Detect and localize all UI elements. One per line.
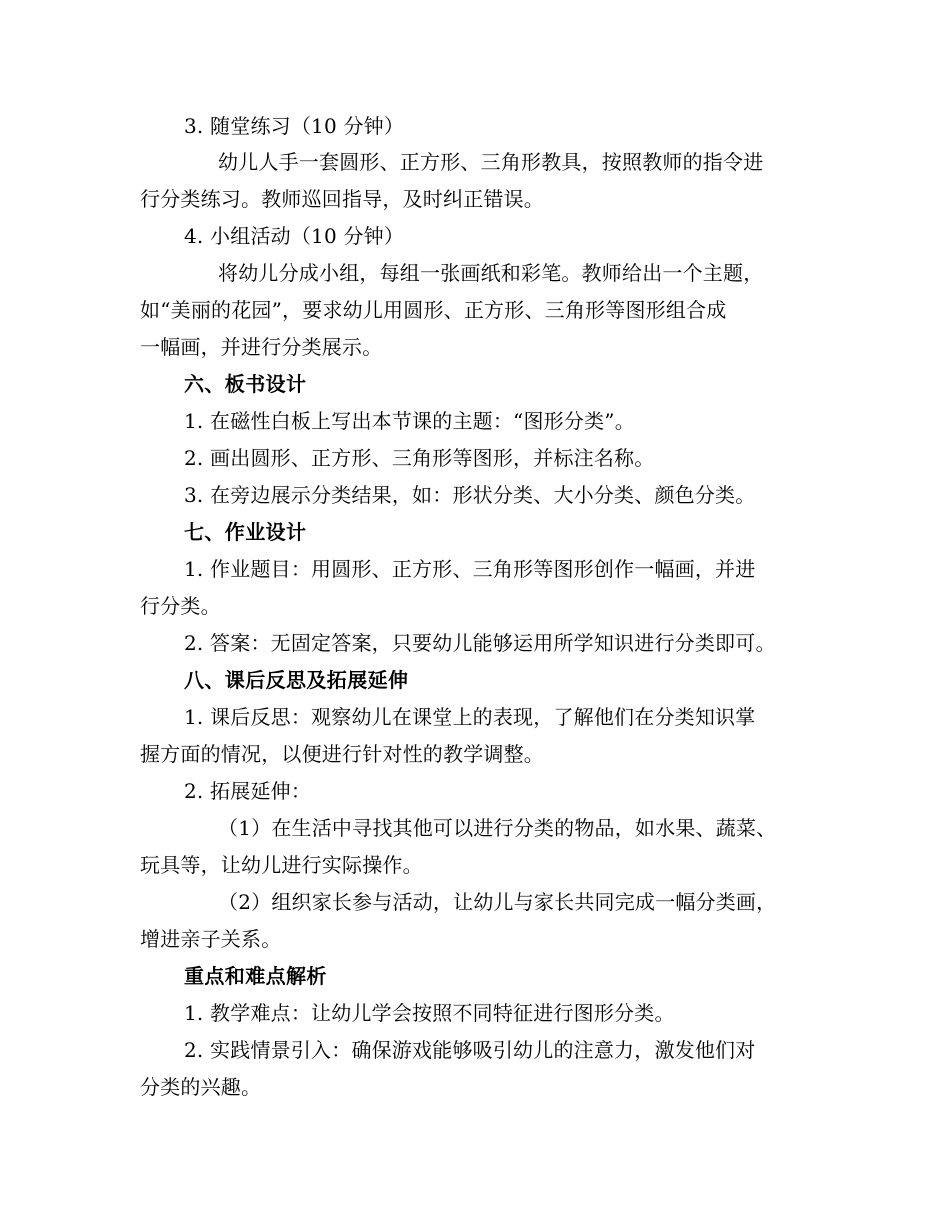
board-design-item-3: 3. 在旁边展示分类结果，如：形状分类、大小分类、颜色分类。 xyxy=(184,483,756,507)
section-3-title: 3. 随堂练习（10 分钟） xyxy=(184,114,405,138)
section-4-title: 4. 小组活动（10 分钟） xyxy=(184,224,405,248)
extension-sub-item-1-line-1: （1）在生活中寻找其他可以进行分类的物品，如水果、蔬菜、 xyxy=(218,816,777,840)
section-4-paragraph-line-2: 如“美丽的花园”，要求幼儿用圆形、正方形、三角形等图形组合成 xyxy=(140,298,727,322)
homework-item-2: 2. 答案：无固定答案，只要幼儿能够运用所学知识进行分类即可。 xyxy=(184,631,776,655)
section-4-paragraph-line-3: 一幅画，并进行分类展示。 xyxy=(140,335,383,359)
reflection-item-1-line-2: 握方面的情况，以便进行针对性的教学调整。 xyxy=(140,742,544,766)
section-3-paragraph-line-1: 幼儿人手一套圆形、正方形、三角形教具，按照教师的指令进 xyxy=(218,150,764,174)
extension-sub-item-2-line-2: 增进亲子关系。 xyxy=(140,927,282,951)
reflection-item-1-line-1: 1. 课后反思：观察幼儿在课堂上的表现，了解他们在分类知识掌 xyxy=(184,705,756,729)
section-4-paragraph-line-1: 将幼儿分成小组，每组一张画纸和彩笔。教师给出一个主题， xyxy=(218,261,764,285)
homework-item-1-line-1: 1. 作业题目：用圆形、正方形、三角形等图形创作一幅画，并进 xyxy=(184,557,756,581)
reflection-item-2: 2. 拓展延伸： xyxy=(184,779,312,803)
board-design-item-1: 1. 在磁性白板上写出本节课的主题：“图形分类”。 xyxy=(184,409,635,433)
board-design-item-2: 2. 画出圆形、正方形、三角形等图形，并标注名称。 xyxy=(184,446,655,470)
section-3-paragraph-line-2: 行分类练习。教师巡回指导，及时纠正错误。 xyxy=(140,187,544,211)
heading-key-difficult-points: 重点和难点解析 xyxy=(184,964,327,988)
key-points-item-2-line-2: 分类的兴趣。 xyxy=(140,1075,262,1099)
key-points-item-2-line-1: 2. 实践情景引入：确保游戏能够吸引幼儿的注意力，激发他们对 xyxy=(184,1038,756,1062)
heading-homework-design: 七、作业设计 xyxy=(184,520,307,544)
heading-reflection-extension: 八、课后反思及拓展延伸 xyxy=(184,668,409,692)
key-points-item-1: 1. 教学难点：让幼儿学会按照不同特征进行图形分类。 xyxy=(184,1001,675,1025)
homework-item-1-line-2: 行分类。 xyxy=(140,594,221,618)
extension-sub-item-1-line-2: 玩具等，让幼儿进行实际操作。 xyxy=(140,853,423,877)
extension-sub-item-2-line-1: （2）组织家长参与活动，让幼儿与家长共同完成一幅分类画， xyxy=(218,890,777,914)
heading-board-design: 六、板书设计 xyxy=(184,372,307,396)
